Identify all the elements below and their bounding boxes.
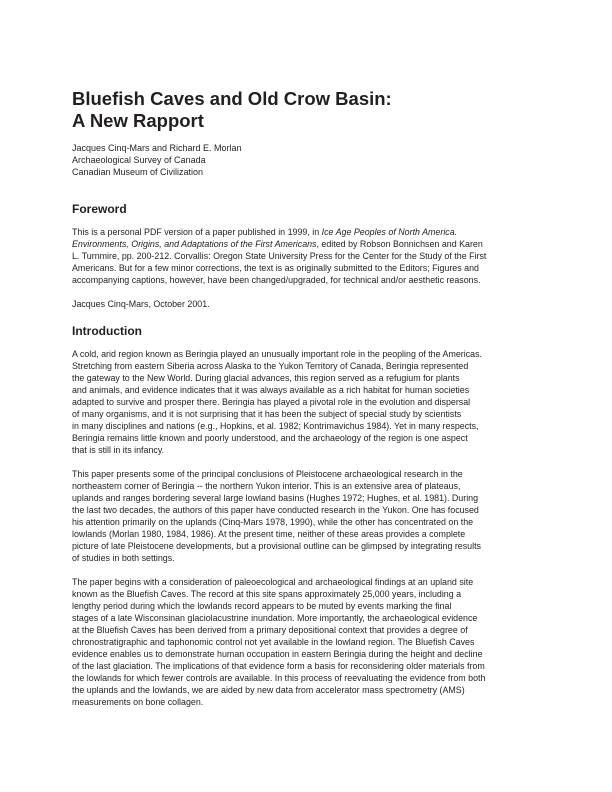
foreword-line bbox=[72, 238, 542, 250]
title-line-2: A New Rapport bbox=[72, 110, 204, 131]
paragraph-line: his attention primarily on the uplands (Cinq-Mars 1978, 1990), while the other has concentrated on the bbox=[72, 517, 474, 527]
paragraph-line: uplands and ranges bordering several large lowland basins (Hughes 1972; Hughes, et al. 1981). During bbox=[72, 493, 479, 503]
paragraph-line: lengthy period during which the lowlands record appears to be muted by events marking the final bbox=[72, 601, 452, 611]
author-block bbox=[72, 142, 242, 178]
paragraph-line: the uplands and the lowlands, we are aided by new data from accelerator mass spectrometry (AMS) bbox=[72, 685, 465, 695]
paragraph-line: the last two decades, the authors of this paper have conducted research in the Yukon. One has focused bbox=[72, 505, 479, 515]
paragraph-line: northeastern corner of Beringia -- the northern Yukon interior. This is an extensive area of plateaus, bbox=[72, 481, 461, 491]
author-names: Jacques Cinq-Mars and Richard E. Morlan bbox=[72, 143, 242, 153]
paragraph-line: stages of a late Wisconsinan glaciolacustrine inundation. More importantly, the archaeological evidence bbox=[72, 613, 478, 623]
book-subtitle: Environments, Origins, and Adaptations of the First Americans bbox=[72, 239, 317, 249]
foreword-text: , edited by Robson Bonnichsen and Karen bbox=[316, 239, 483, 249]
paragraph-line: chronostratigraphic and taphonomic control not yet available in the lowland region. The Bluefish Caves bbox=[72, 637, 475, 647]
paragraph-line: of the last glaciation. The implications of that evidence form a basis for reconsidering older materials from bbox=[72, 661, 485, 671]
paragraph-line: the lowlands for which fewer controls are available. In this process of reevaluating the evidence from both bbox=[72, 673, 486, 683]
foreword-line: Americans. But for a few minor corrections, the text is as originally submitted to the Editors; Figures and bbox=[72, 263, 479, 273]
paragraph-line: the gateway to the New World. During glacial advances, this region served as a refugium for plants bbox=[72, 373, 460, 383]
author-institution: Canadian Museum of Civilization bbox=[72, 167, 204, 177]
paragraph-line: picture of late Pleistocene developments, but a provisional outline can be glimpsed by integrating results bbox=[72, 541, 481, 551]
paragraph-line: known as the Bluefish Caves. The record at this site spans approximately 25,000 years, including a bbox=[72, 589, 462, 599]
foreword-line bbox=[72, 226, 542, 238]
foreword-signature: Jacques Cinq-Mars, October 2001. bbox=[72, 299, 210, 309]
paragraph-line: A cold, arid region known as Beringia played an unusually important role in the peopling of the Americas. bbox=[72, 349, 482, 359]
paragraph-line: measurements on bone collagen. bbox=[72, 697, 204, 707]
intro-paragraph-3 bbox=[72, 576, 542, 708]
foreword-paragraph bbox=[72, 226, 542, 286]
intro-paragraph-1 bbox=[72, 348, 542, 456]
paragraph-line: Stretching from eastern Siberia across Alaska to the Yukon Territory of Canada, Beringia represented bbox=[72, 361, 469, 371]
paragraph-line: in many disciplines and nations (e.g., Hopkins, et al. 1982; Kontrimavichus 1984). Yet in many respects, bbox=[72, 421, 479, 431]
paragraph-line: of studies in both settings. bbox=[72, 553, 175, 563]
book-title: Ice Age Peoples of North America. bbox=[321, 227, 458, 237]
paragraph-line: lowlands (Morlan 1980, 1984, 1986). At the present time, neither of these areas provides a complete bbox=[72, 529, 466, 539]
paragraph-line: The paper begins with a consideration of paleoecological and archaeological findings at an upland site bbox=[72, 577, 474, 587]
foreword-line: accompanying captions, however, have been changed/upgraded, for technical and/or aesthetic reasons. bbox=[72, 275, 481, 285]
foreword-text: This is a personal PDF version of a paper published in 1999, in bbox=[72, 227, 322, 237]
foreword-heading: Foreword bbox=[72, 202, 127, 216]
paragraph-line: Beringia remains little known and poorly understood, and the archaeology of the region is one aspect bbox=[72, 433, 468, 443]
title-line-1: Bluefish Caves and Old Crow Basin: bbox=[72, 88, 392, 109]
paragraph-line: of many organisms, and it is not surprising that it has been the subject of special study by scientists bbox=[72, 409, 462, 419]
foreword-line: L. Turnmire, pp. 200-212. Corvallis: Oregon State University Press for the Center for the Study of the First bbox=[72, 251, 487, 261]
paragraph-line: and animals, and evidence indicates that it was always available as a rich habitat for human societies bbox=[72, 385, 470, 395]
paragraph-line: adapted to survive and prosper there. Beringia has played a pivotal role in the evolution and dispersal bbox=[72, 397, 471, 407]
paragraph-line: evidence enables us to demonstrate human occupation in eastern Beringia during the height and decline bbox=[72, 649, 483, 659]
paper-title bbox=[72, 88, 542, 132]
paragraph-line: This paper presents some of the principal conclusions of Pleistocene archaeological research in the bbox=[72, 469, 463, 479]
introduction-heading: Introduction bbox=[72, 324, 142, 338]
paragraph-line: that is still in its infancy. bbox=[72, 445, 165, 455]
paragraph-line: at the Bluefish Caves has been derived from a primary depositional context that provides a degree of bbox=[72, 625, 468, 635]
intro-paragraph-2 bbox=[72, 468, 542, 564]
author-affiliation: Archaeological Survey of Canada bbox=[72, 155, 206, 165]
